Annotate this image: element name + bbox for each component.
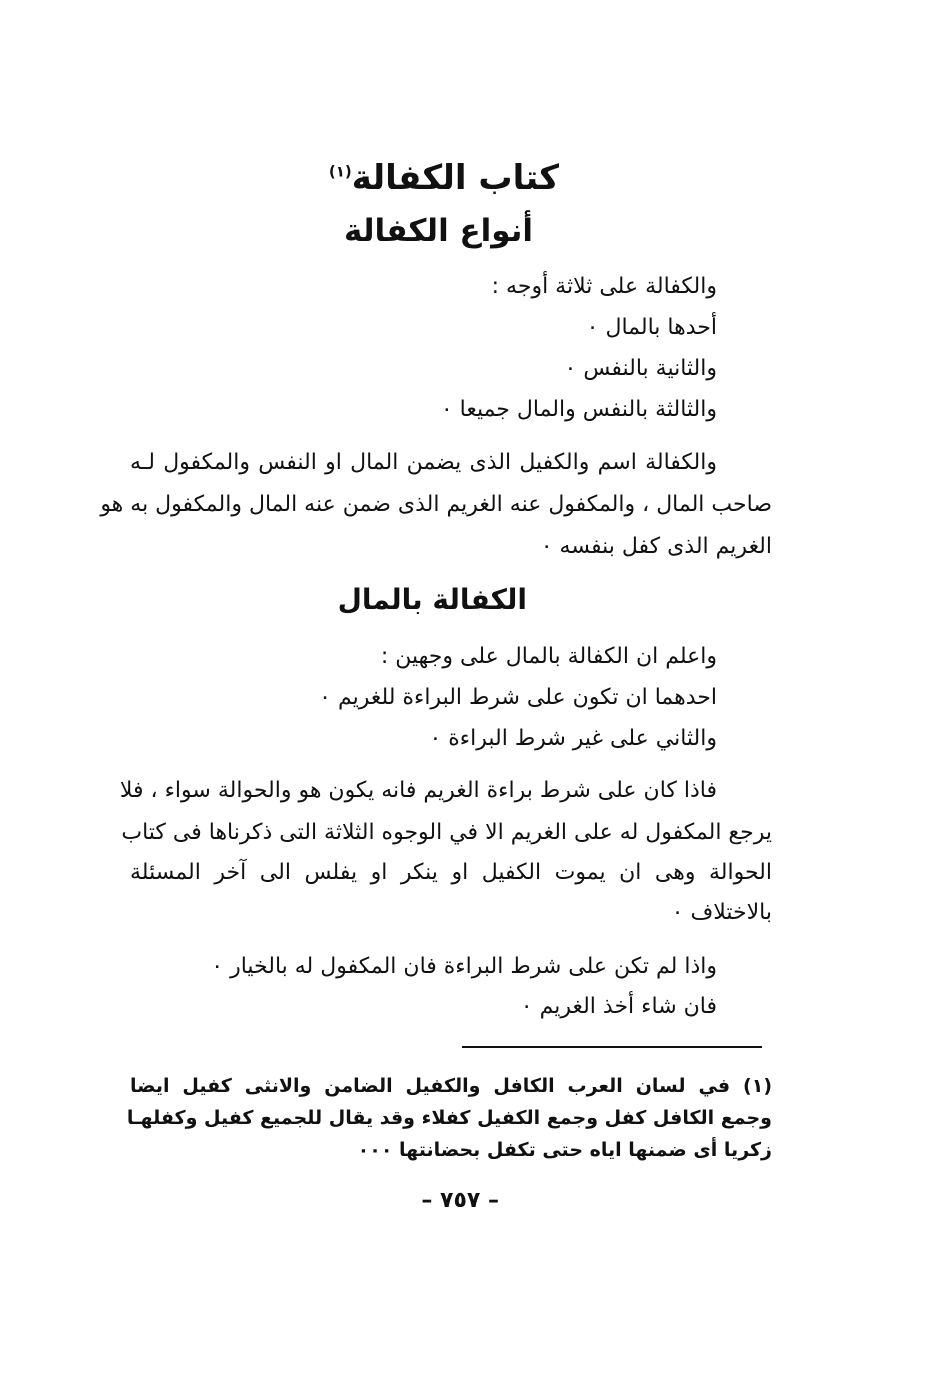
book-title-text: كتاب الكفالة xyxy=(351,158,559,198)
section2-para-line: يرجع المكفول له على الغريم الا في الوجوه الثلاثة التى ذكرناها فى كتاب xyxy=(121,820,772,845)
section2-tail-line: فان شاء أخذ الغريم ٠ xyxy=(520,994,717,1019)
page-number: – ٧٥٧ – xyxy=(421,1188,499,1213)
section2-line: احدهما ان تكون على شرط البراءة للغريم ٠ xyxy=(319,685,717,710)
heading-types: أنواع الكفالة xyxy=(344,213,533,249)
section1-para-line: والكفالة اسم والكفيل الذى يضمن المال او النفس والمكفول لـه xyxy=(130,450,717,475)
section2-para-line: بالاختلاف ٠ xyxy=(671,900,772,925)
footnote-line: زكريا أى ضمنها اياه حتى تكفل بحضانتها ٠٠٠ xyxy=(357,1139,772,1161)
section2-line: واعلم ان الكفالة بالمال على وجهين : xyxy=(380,644,717,669)
section1-line: أحدها بالمال ٠ xyxy=(586,315,717,340)
section2-para-line: فاذا كان على شرط براءة الغريم فانه يكون هو والحوالة سواء ، فلا xyxy=(119,778,717,803)
footnote-line: وجمع الكافل كفل وجمع الكفيل كفلاء وقد يقال للجميع كفيل وكفلهـا xyxy=(126,1107,772,1129)
book-title xyxy=(329,156,559,200)
section1-line: والكفالة على ثلاثة أوجه : xyxy=(491,274,717,299)
heading-money: الكفالة بالمال xyxy=(337,583,527,616)
section2-para-line: الحوالة وهى ان يموت الكفيل او ينكر او يفلس الى آخر المسئلة xyxy=(130,860,772,885)
footnote-marker: (١) xyxy=(328,162,352,181)
section2-line: والثاني على غير شرط البراءة ٠ xyxy=(429,726,717,751)
section1-line: والثالثة بالنفس والمال جميعا ٠ xyxy=(440,397,717,422)
section1-line: والثانية بالنفس ٠ xyxy=(564,356,717,381)
section1-para-line: صاحب المال ، والمكفول عنه الغريم الذى ضمن عنه المال والمكفول به هو xyxy=(100,492,772,517)
section2-tail-line: واذا لم تكن على شرط البراءة فان المكفول له بالخيار ٠ xyxy=(211,954,717,979)
footnote-line: (١) في لسان العرب الكافل والكفيل الضامن والانثى كفيل ايضا xyxy=(130,1075,772,1097)
footnote-separator xyxy=(462,1046,762,1048)
section1-para-line: الغريم الذى كفل بنفسه ٠ xyxy=(540,534,772,559)
